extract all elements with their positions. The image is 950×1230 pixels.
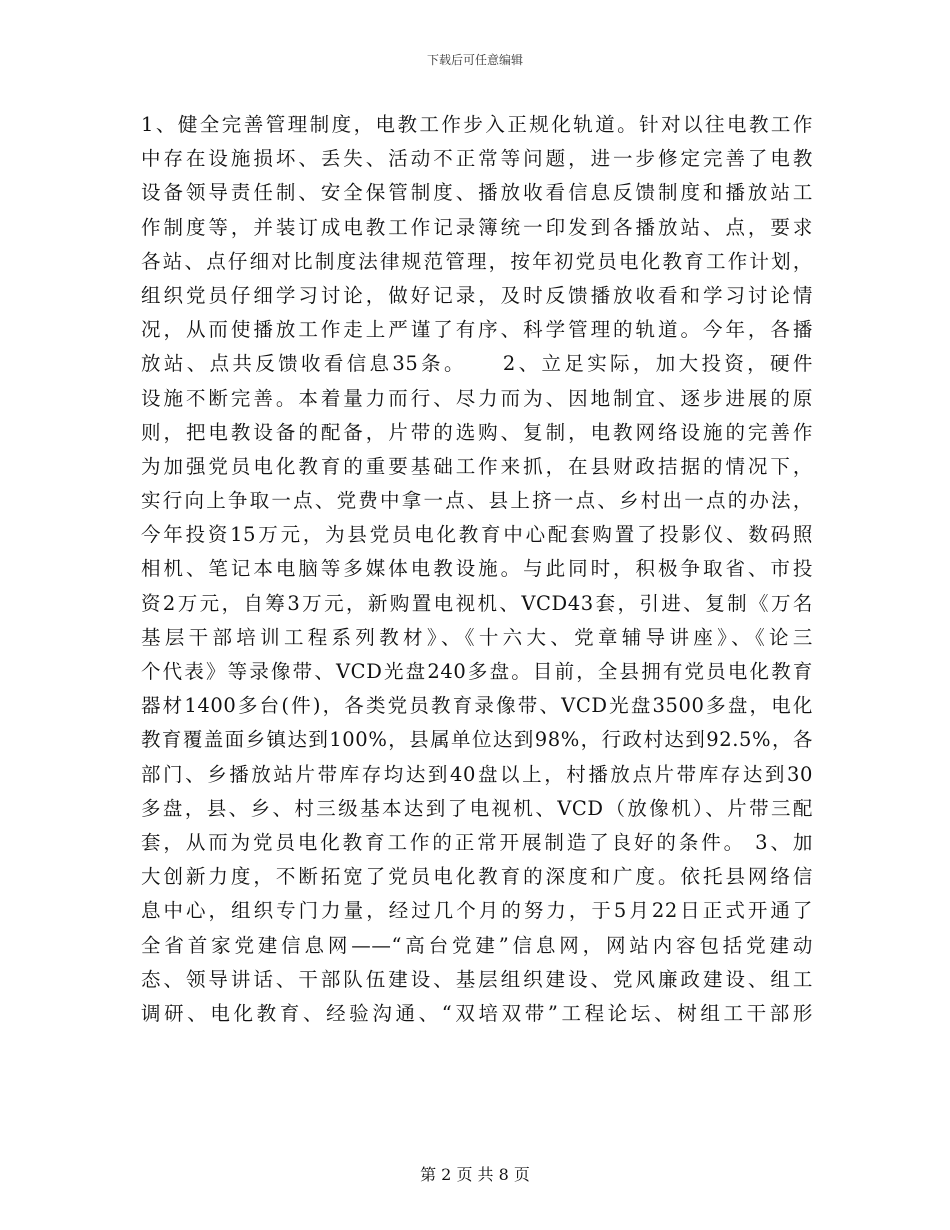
text-line: 器材1400多台(件)，各类党员教育录像带、VCD光盘3500多盘，电化	[141, 694, 813, 718]
text-line: 全省首家党建信息网——“高台党建”信息网，网站内容包括党建动	[141, 933, 813, 957]
text-line: 况，从而使播放工作走上严谨了有序、科学管理的轨道。今年，各播	[141, 318, 813, 342]
text-line: 相机、笔记本电脑等多媒体电教设施。与此同时，积极争取省、市投	[141, 557, 813, 581]
text-line: 部门、乡播放站片带库存均达到40盘以上，村播放点片带库存达到30	[141, 762, 813, 786]
text-line: 1、健全完善管理制度，电教工作步入正规化轨道。针对以往电教工作	[141, 113, 813, 136]
text-line: 为加强党员电化教育的重要基础工作来抓，在县财政拮据的情况下，	[141, 454, 813, 478]
text-line: 作制度等，并装订成电教工作记录簿统一印发到各播放站、点，要求	[141, 215, 813, 239]
text-line: 态、领导讲话、干部队伍建设、基层组织建设、党风廉政建设、组工	[141, 967, 813, 991]
text-line: 设施不断完善。本着量力而行、尽力而为、因地制宜、逐步进展的原	[141, 386, 813, 410]
text-line: 大创新力度，不断拓宽了党员电化教育的深度和广度。依托县网络信	[141, 865, 813, 889]
text-line: 则，把电教设备的配备，片带的选购、复制，电教网络设施的完善作	[141, 420, 813, 444]
text-line: 资2万元，自筹3万元，新购置电视机、VCD43套，引进、复制《万名	[141, 591, 813, 615]
page-number: 第 2 页 共 8 页	[420, 1165, 530, 1184]
text-line: 设备领导责任制、安全保管制度、播放收看信息反馈制度和播放站工	[141, 181, 813, 205]
text-line: 调研、电化教育、经验沟通、“双培双带”工程论坛、树组工干部形	[141, 1001, 813, 1025]
text-line: 放站、点共反馈收看信息35条。 2、立足实际，加大投资，硬件	[141, 352, 813, 376]
text-line: 中存在设施损坏、丢失、活动不正常等问题，进一步修定完善了电教	[141, 147, 813, 171]
text-line: 各站、点仔细对比制度法律规范管理，按年初党员电化教育工作计划，	[141, 249, 813, 273]
text-line: 多盘，县、乡、村三级基本达到了电视机、VCD（放像机）、片带三配	[141, 796, 813, 820]
text-line: 今年投资15万元，为县党员电化教育中心配套购置了投影仪、数码照	[141, 523, 813, 547]
text-line: 实行向上争取一点、党费中拿一点、县上挤一点、乡村出一点的办法，	[141, 489, 813, 513]
text-line: 组织党员仔细学习讨论，做好记录，及时反馈播放收看和学习讨论情	[141, 283, 813, 307]
text-line: 套，从而为党员电化教育工作的正常开展制造了良好的条件。 3、加	[141, 830, 813, 854]
text-line: 息中心，组织专门力量，经过几个月的努力，于5月22日正式开通了	[141, 899, 813, 923]
text-line: 教育覆盖面乡镇达到100%，县属单位达到98%，行政村达到92.5%，各	[141, 728, 813, 752]
document-body	[141, 108, 813, 1031]
page-header: 下载后可任意编辑	[426, 53, 523, 67]
text-line: 个代表》等录像带、VCD光盘240多盘。目前，全县拥有党员电化教育	[141, 660, 813, 683]
text-line: 基层干部培训工程系列教材》、《十六大、党章辅导讲座》、《论三	[141, 625, 813, 649]
